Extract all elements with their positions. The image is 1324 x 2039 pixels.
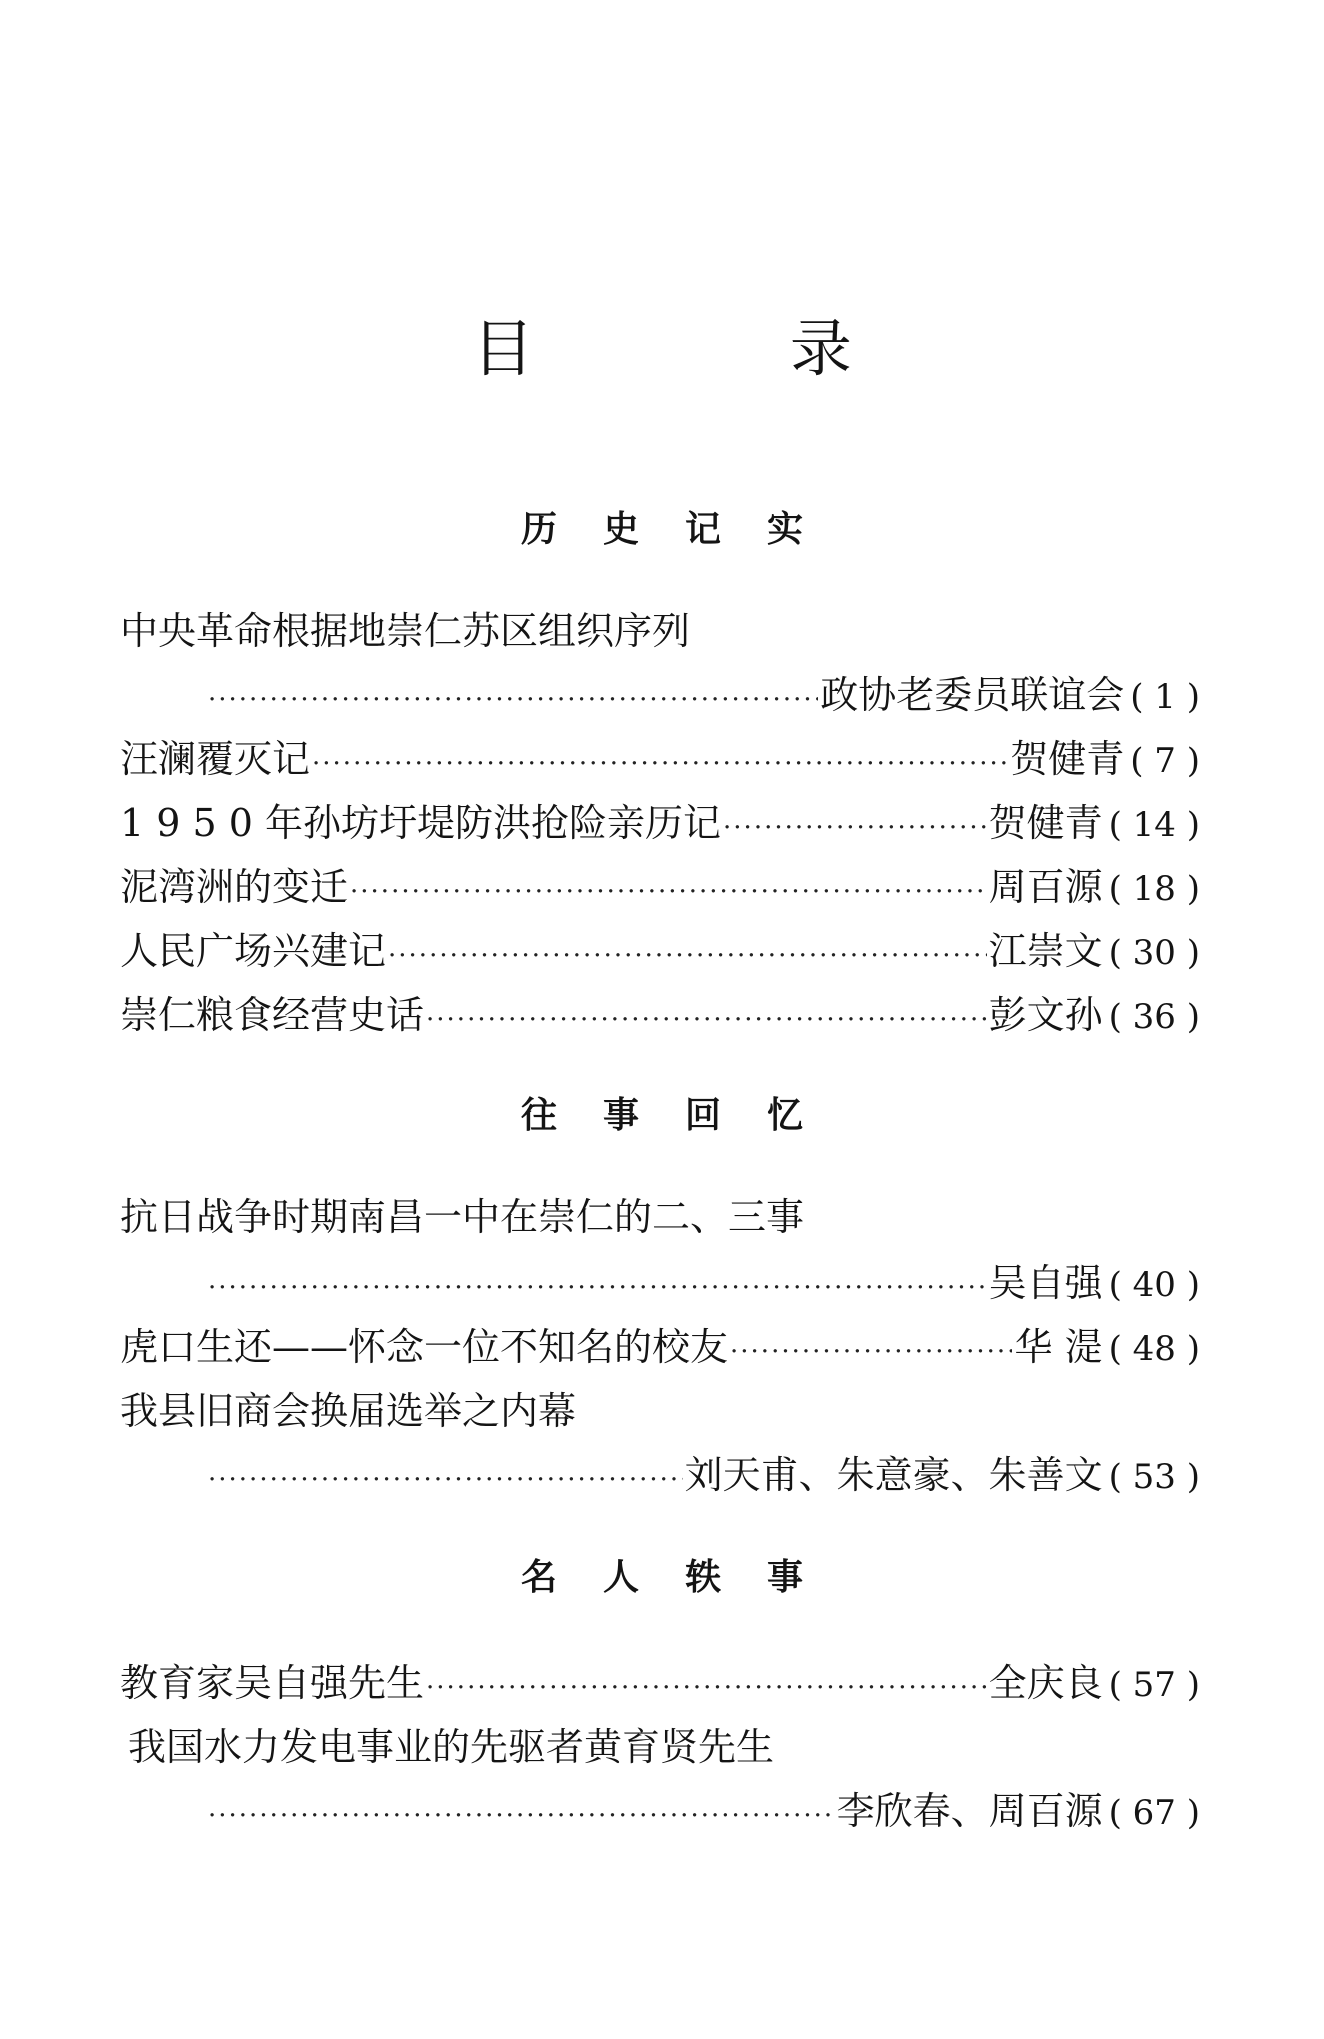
toc-entry-author: 刘天甫、朱意豪、朱善文: [684, 1453, 1103, 1497]
toc-entry-page: ( 7 ): [1130, 741, 1200, 781]
toc-entry-author: 吴自强: [988, 1261, 1103, 1305]
toc-entry-page: ( 30 ): [1108, 933, 1200, 973]
toc-entry-title: 我县旧商会换届选举之内幕: [120, 1389, 577, 1433]
toc-entry-author: 彭文孙: [988, 993, 1103, 1037]
dot-leader: [208, 1457, 683, 1503]
toc-entry-page: ( 36 ): [1108, 997, 1200, 1037]
toc-entry-title: 泥湾洲的变迁: [120, 865, 349, 909]
dot-leader: [208, 1265, 987, 1311]
toc-entry-author: 全庆良: [988, 1661, 1103, 1705]
toc-entry: [120, 736, 1200, 782]
toc-entry-title: 汪澜覆灭记: [120, 737, 311, 781]
toc-entry: [120, 1324, 1200, 1370]
toc-entry-title: 教育家吴自强先生: [120, 1661, 425, 1705]
toc-entry-author: 江崇文: [988, 929, 1103, 973]
toc-entry: [120, 800, 1200, 846]
section-heading-history: 历史记实: [520, 509, 849, 550]
toc-entry-title: 崇仁粮食经营史话: [120, 993, 425, 1037]
toc-entry-author: 华 湜: [1014, 1325, 1103, 1369]
toc-entry: [120, 992, 1200, 1038]
toc-entry-page: ( 14 ): [1108, 805, 1200, 845]
toc-entry-page: ( 1 ): [1130, 677, 1200, 717]
section-heading-memories: 往事回忆: [520, 1095, 849, 1136]
toc-entry-page: ( 40 ): [1108, 1265, 1200, 1305]
toc-entry-title: 人民广场兴建记: [120, 929, 387, 973]
toc-entry-page: ( 18 ): [1108, 869, 1200, 909]
dot-leader: [208, 677, 818, 723]
toc-entry-author: 李欣春、周百源: [836, 1789, 1103, 1833]
toc-entry-author: 周百源: [988, 865, 1103, 909]
toc-entry: [206, 672, 1200, 718]
toc-entry-title: 1 9 5 0 年孙坊圩堤防洪抢险亲历记: [120, 801, 722, 845]
dot-leader: [723, 805, 987, 851]
toc-entry-title: 中央革命根据地崇仁苏区组织序列: [120, 609, 691, 653]
dot-leader: [208, 1793, 835, 1839]
toc-entry: [206, 1452, 1200, 1498]
toc-entry-page: ( 57 ): [1108, 1665, 1200, 1705]
toc-entry-author: 政协老委员联谊会: [820, 673, 1125, 717]
dot-leader: [312, 741, 1008, 787]
toc-entry-title: 我国水力发电事业的先驱者黄育贤先生: [128, 1725, 775, 1769]
dot-leader: [730, 1329, 1012, 1375]
toc-entry-author: 贺健青: [988, 801, 1103, 845]
page-title: 目 录: [472, 312, 970, 385]
toc-entry-page: ( 67 ): [1108, 1793, 1200, 1833]
dot-leader: [350, 869, 987, 915]
toc-entry-page: ( 53 ): [1108, 1457, 1200, 1497]
toc-entry: [120, 928, 1200, 974]
toc-entry: [206, 1788, 1200, 1834]
dot-leader: [388, 933, 987, 979]
toc-entry-title: 抗日战争时期南昌一中在崇仁的二、三事: [120, 1195, 805, 1239]
dot-leader: [426, 997, 987, 1043]
section-heading-celebrities: 名人轶事: [520, 1557, 849, 1598]
toc-entry-author: 贺健青: [1010, 737, 1125, 781]
toc-entry: [120, 1660, 1200, 1706]
toc-entry-page: ( 48 ): [1108, 1329, 1200, 1369]
toc-entry: [206, 1260, 1200, 1306]
dot-leader: [426, 1665, 987, 1711]
toc-entry-title: 虎口生还——怀念一位不知名的校友: [120, 1325, 729, 1369]
toc-entry: [120, 864, 1200, 910]
